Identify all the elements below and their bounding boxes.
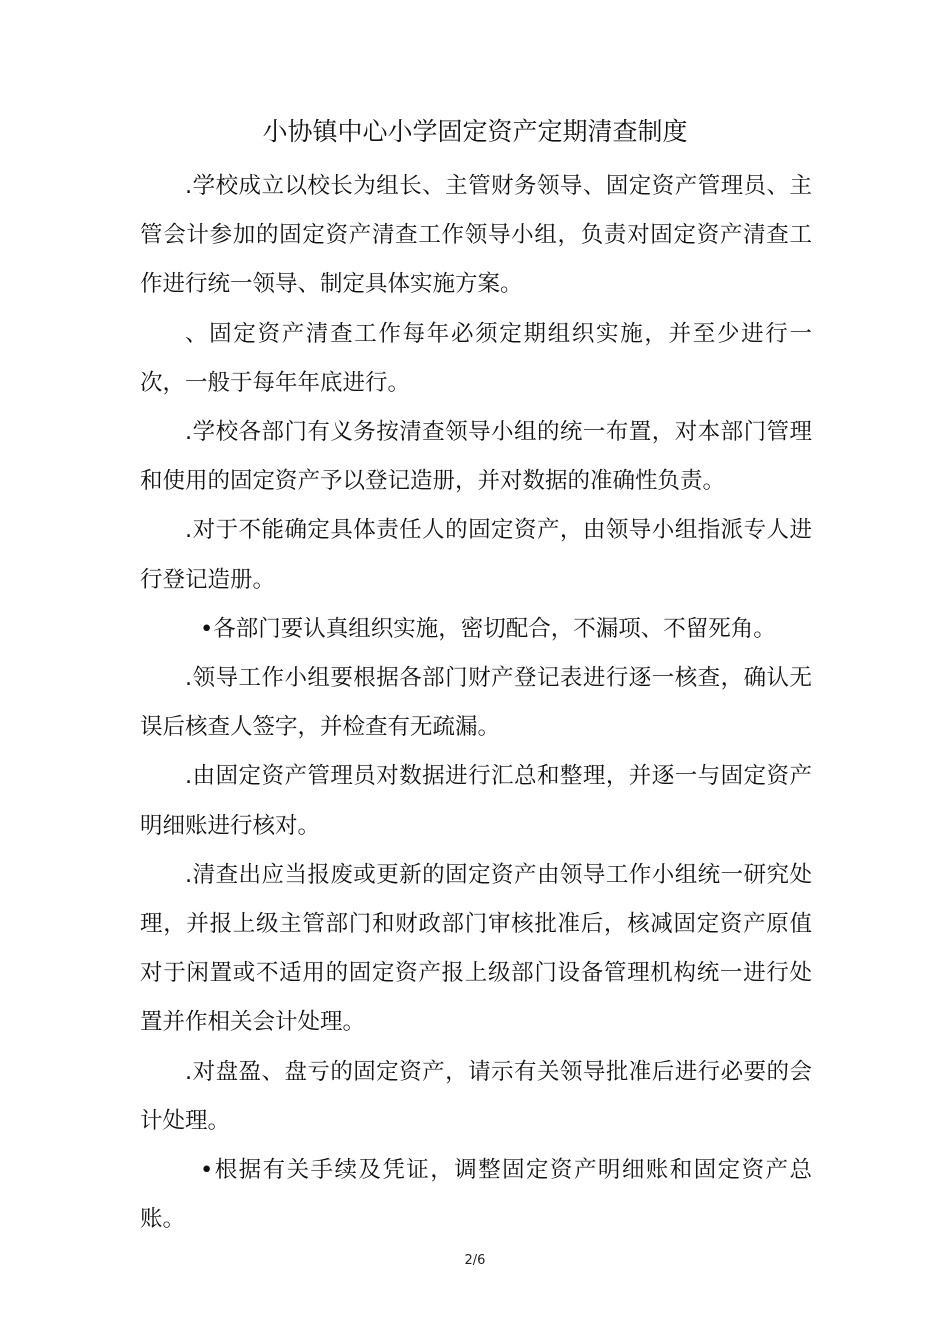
document-title: 小协镇中心小学固定资产定期清查制度 xyxy=(262,117,688,146)
page-number: 2/6 xyxy=(464,1253,486,1268)
paragraph-4: .对于不能确定具体责任人的固定资产，由领导小组指派专人进行登记造册。 xyxy=(140,517,812,593)
paragraph-3: .学校各部门有义务按清查领导小组的统一布置，对本部门管理和使用的固定资产予以登记造册，并对数据的准确性负责。 xyxy=(140,419,812,495)
paragraph-6: .领导工作小组要根据各部门财产登记表进行逐一核查，确认无误后核查人签字，并检查有无疏漏。 xyxy=(140,665,812,741)
paragraph-1: .学校成立以校长为组长、主管财务领导、固定资产管理员、主管会计参加的固定资产清查工作领导小组，负责对固定资产清查工作进行统一领导、制定具体实施方案。 xyxy=(140,173,812,298)
paragraph-10: •根据有关手续及凭证，调整固定资产明细账和固定资产总账。 xyxy=(140,1157,812,1233)
paragraph-9: .对盘盈、盘亏的固定资产，请示有关领导批准后进行必要的会计处理。 xyxy=(140,1058,812,1134)
document-body xyxy=(140,162,812,1244)
paragraph-8: .清查出应当报废或更新的固定资产由领导工作小组统一研究处理，并报上级主管部门和财政部门审核批准后，核减固定资产原值对于闲置或不适用的固定资产报上级部门设备管理机构统一进行处置并作相关会计处理。 xyxy=(140,861,812,1036)
paragraph-2: 、固定资产清查工作每年必须定期组织实施，并至少进行一次，一般于每年年底进行。 xyxy=(140,320,812,396)
paragraph-5: •各部门要认真组织实施，密切配合，不漏项、不留死角。 xyxy=(200,615,776,642)
paragraph-7: .由固定资产管理员对数据进行汇总和整理，并逐一与固定资产明细账进行核对。 xyxy=(140,763,812,839)
